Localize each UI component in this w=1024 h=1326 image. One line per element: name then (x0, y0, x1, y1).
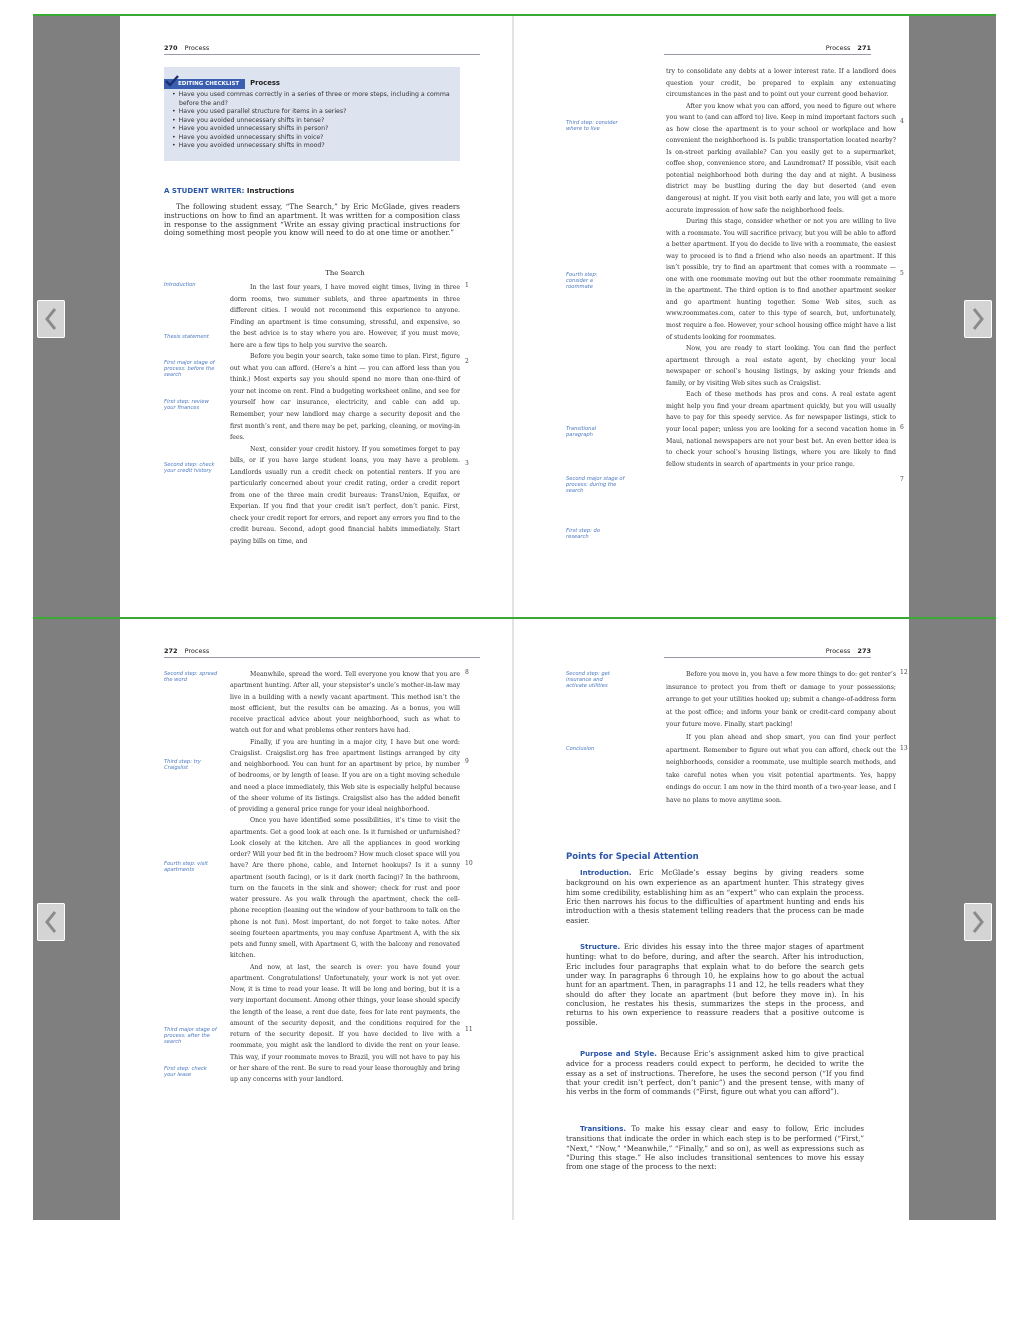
running-head (164, 647, 480, 658)
essay-paragraph: Before you begin your search, take some time to plan. First, figure out what you can afford. (Here’s a hint — you can afford less than you think.) Most experts say you should spend no more than one-third of your net income on rent. Find a budgeting worksheet online, and see for yourself how car insurance, electricity, and cable can add up. Remember, your new landlord may charge a security deposit and the first month’s rent, and there may be pet, parking, cleaning, or moving-in fees. (230, 353, 460, 442)
page-number: 273 (857, 647, 871, 655)
essay-paragraph: And now, at last, the search is over: you have found your apartment. Congratulations! Unfortunately, your work is not yet over. Now, it is time to read your lease. It will be long and boring, but it is a very important document. Among other things, your lease should specify the length of the lease, a rent due date, fees for late rent payments, the amount of the security deposit, and the conditions required for the return of the security deposit. If you have decided to live with a roommate, you might ask the landlord to divide the rent on your lease. This way, if your roommate moves to Brazil, you will not have to pay his or her share of the rent. Be sure to read your lease thoroughly and bring up any concerns with your landlord. (230, 963, 460, 1083)
margin-note: First step: check your lease (164, 1066, 207, 1079)
running-head (664, 647, 871, 658)
essay-paragraph: Finally, if you are hunting in a major city, I have but one word: Craigslist. Craigslist.org has free apartment listings arranged by city and neighborhood. You can hunt for an apartment by price, by number of bedrooms, or by length of lease. If you are on a tight moving schedule and need a place immediately, this Web site is especially helpful because of the sheer volume of its listings. Craigslist also has the added benefit of providing a general price range for your ideal neighborhood. (230, 738, 460, 813)
margin-note: Third major stage of process: after the search (164, 1027, 217, 1046)
student-writer-label: A STUDENT WRITER: (164, 187, 245, 195)
page-spread-1 (33, 14, 996, 618)
points-paragraph (566, 868, 864, 925)
paragraph-number: 6 (900, 424, 904, 431)
student-writer-heading (164, 187, 294, 195)
points-text: Eric divides his essay into the three major stages of apartment hunting: what to do before, during, and after the search. After his introduction, Eric includes four paragraphs that explain what to do before the search gets under way. In paragraphs 6 through 10, he explains how to go about the actual hunt for an apartment. Then, in paragraphs 11 and 12, he tells readers what they should do after they locate an apartment (but before they move in). In his conclusion, he restates his thesis, summarizes the steps in the process, and returns to his own experience to reassure readers that a positive outcome is possible. (566, 942, 864, 1027)
essay-paragraph: Once you have identified some possibilities, it’s time to visit the apartments. Get a good look at each one. Is it furnished or unfurnished? Look closely at the kitchen. Are all the appliances in good working order? Will your bed fit in the bedroom? How much closet space will you have? Are there phone, cable, and Internet hookups? Is it a sunny apartment (south facing), or is it dark (north facing)? In the bathroom, turn on the faucets in the sink and shower; check for rust and poor water pressure. As you walk through the apartment, check the cell-phone reception (leaning out the window of your bathroom to talk on the phone is not fun). Most important, do not forget to take notes. After seeing fourteen apartments, you may confuse Apartment A, with the six pets and funny smell, with Apartment G, with the balcony and renovated kitchen. (230, 817, 460, 960)
checklist-item: • Have you avoided unnecessary shifts in tense? (172, 117, 460, 126)
essay-body (666, 66, 896, 470)
paragraph-number: 1 (465, 282, 469, 289)
margin-note: Fourth step: consider a roommate (566, 272, 598, 291)
paragraph-number: 9 (465, 758, 469, 765)
chevron-right-icon (971, 910, 985, 934)
page-270 (120, 16, 512, 618)
paragraph-number: 5 (900, 270, 904, 277)
essay-paragraph: Before you move in, you have a few more things to do: get renter’s insurance to protect you from theft or damage to your possessions; arrange to get your utilities hooked up; submit a change-of-address form at the post office; and inform your bank or credit-card company about your future move. Finally, start packing! (666, 671, 897, 729)
running-head-title: Process (825, 647, 851, 655)
essay-body (230, 282, 460, 548)
previous-page-button[interactable] (37, 300, 65, 338)
paragraph-number: 10 (465, 860, 473, 867)
checklist-items (172, 91, 460, 151)
margin-note: First step: do research (566, 528, 601, 541)
checklist-item: • Have you used parallel structure for items in a series? (172, 108, 460, 117)
checklist-tab-label: EDITING CHECKLIST (178, 81, 240, 87)
essay-body (666, 669, 896, 808)
paragraph-number: 7 (900, 476, 904, 483)
paragraph-number: 13 (900, 745, 908, 752)
points-lead: Introduction. (580, 869, 632, 877)
essay-body (230, 669, 460, 1085)
essay-paragraph: During this stage, consider whether or not you are willing to live with a roommate. You will sacrifice privacy, but you will be able to afford a better apartment. If you do decide to live with a roommate, the easiest way to proceed is to find a friend who also needs an apartment. If this isn’t possible, try to find an apartment that comes with a roommate — one with one roommate moving out but the other roommate remaining in the apartment. The third option is to find another apartment seeker and go apartment hunting together. Some Web sites, such as www.roommates.com, cater to this type of search, but, unfortunately, most require a fee. However, your school housing office might have a list of students looking for roommates. (666, 218, 896, 341)
next-page-button[interactable] (964, 300, 992, 338)
page-number: 270 (164, 44, 178, 52)
points-lead: Structure. (580, 943, 621, 951)
page-number: 271 (857, 44, 871, 52)
next-page-button[interactable] (964, 903, 992, 941)
margin-note: Conclusion (566, 746, 595, 752)
running-head-title: Process (825, 44, 851, 52)
checklist-item: • Have you avoided unnecessary shifts in voice? (172, 134, 460, 143)
page-272 (120, 619, 512, 1220)
essay-paragraph: Each of these methods has pros and cons. A real estate agent might help you find your dream apartment quickly, but you will usually have to pay for this speedy service. As for newspaper listings, stick to your local paper; unless you are looking for a second vacation home in Maui, national newspapers are not your best bet. An even better idea is to check your school’s housing listings, where you are likely to find fellow students in search of apartments in your price range. (666, 391, 896, 468)
running-head (164, 44, 480, 55)
previous-page-button[interactable] (37, 903, 65, 941)
essay-paragraph: Now, you are ready to start looking. You can find the perfect apartment through a real estate agent, by checking your local newspaper or school’s housing listings, by asking your friends and family, or by visiting Web sites such as Craigslist. (666, 345, 896, 387)
margin-note: Fourth step: visit apartments (164, 861, 208, 874)
essay-paragraph: Next, consider your credit history. If you sometimes forget to pay bills, or if you have large student loans, you may have a problem. Landlords usually run a credit check on potential renters. If you are particularly concerned about your credit rating, order a credit report from one of the three main credit bureaus: TransUnion, Equifax, or Experian. If you find that your credit isn’t perfect, don’t panic. First, check your credit report for errors, and report any errors you find to the credit bureau. Second, adopt good financial habits immediately. Start paying bills on time, and (230, 445, 460, 546)
margin-note: Second major stage of process: during the search (566, 476, 625, 495)
paragraph-number: 3 (465, 460, 469, 467)
paragraph-number: 2 (465, 358, 469, 365)
checklist-item: • Have you avoided unnecessary shifts in person? (172, 125, 460, 134)
margin-note: Second step: spread the word (164, 671, 218, 684)
checkmark-icon (165, 75, 179, 87)
checklist-tab (164, 79, 245, 89)
points-paragraph (566, 942, 864, 1027)
margin-note: First step: review your finances (164, 399, 209, 412)
essay-paragraph-continued: try to consolidate any debts at a lower interest rate. If a landlord does question your credit, be prepared to explain any extenuating circumstances in the past and to point out your current good behavior. (666, 68, 896, 99)
chevron-left-icon (44, 307, 58, 331)
points-text: To make his essay clear and easy to follow, Eric includes transitions that indicate the order in which each step is to be performed (“First,” “Next,” “Now,” “Meanwhile,” “Finally,” and so on), as well as expressions such as “During this stage.” He also includes transitional sentences to move his essay from one stage of the process to the next: (566, 1124, 864, 1172)
intro-paragraph: The following student essay, “The Search,” by Eric McGlade, gives readers instructions on how to find an apartment. It was written for a composition class in response to the assignment “Write an essay giving practical instructions for doing something most people you know will need to do at one time or another.” (164, 202, 460, 238)
page-spread-2 (33, 617, 996, 1220)
checklist-item: • Have you avoided unnecessary shifts in mood? (172, 142, 460, 151)
margin-note: Third step: try Craigslist (164, 759, 201, 772)
paragraph-number: 12 (900, 669, 908, 676)
margin-note: Third step: consider where to live (566, 120, 618, 133)
essay-paragraph: If you plan ahead and shop smart, you can find your perfect apartment. Remember to figure out what you can afford, check out the neighborhoods, consider a roommate, use multiple search methods, and take careful notes when you visit potential apartments. Yes, happy endings do occur. I am now in the third month of a two-year lease, and I have no plans to move anytime soon. (666, 733, 896, 804)
points-text: Because Eric’s assignment asked him to give practical advice for a process readers could expect to perform, he decided to write the essay as a set of instructions. Therefore, he uses the second person (“If you find that your credit isn’t perfect, don’t panic”) and the present tense, with many of his verbs in the form of commands (“First, figure out what you can afford”). (566, 1049, 864, 1097)
editing-checklist (164, 67, 460, 161)
page-271 (514, 16, 909, 618)
chevron-left-icon (44, 910, 58, 934)
paragraph-number: 4 (900, 118, 904, 125)
page-number: 272 (164, 647, 178, 655)
margin-note: Introduction (164, 282, 196, 288)
margin-note: Transitional paragraph (566, 426, 597, 439)
points-lead: Purpose and Style. (580, 1050, 657, 1058)
checklist-item: • Have you used commas correctly in a series of three or more steps, including a comma before the and? (172, 91, 460, 108)
points-text: Eric McGlade’s essay begins by giving readers some background on his own experience as an apartment hunter. This strategy gives him some credibility, establishing him as an “expert” who can explain the process. Eric then narrows his focus to the difficulties of apartment hunting and ends his introduction with a thesis statement telling readers that the process can be made easier. (566, 868, 864, 925)
paragraph-number: 11 (465, 1026, 473, 1033)
chevron-right-icon (971, 307, 985, 331)
paragraph-number: 8 (465, 669, 469, 676)
running-head-title: Process (184, 647, 210, 655)
points-heading: Points for Special Attention (566, 852, 699, 862)
margin-note: Thesis statement (164, 334, 209, 340)
page-273 (514, 619, 909, 1220)
points-paragraph (566, 1049, 864, 1097)
points-lead: Transitions. (580, 1125, 627, 1133)
essay-paragraph: In the last four years, I have moved eight times, living in three dorm rooms, two summer sublets, and three apartments in three different cities. I would not recommend this experience to anyone. Finding an apartment is time consuming, stressful, and expensive, so the best advice is to stay where you are. However, if you must move, here are a few tips to help you survive the search. (230, 284, 460, 349)
margin-note: Second step: check your credit history (164, 462, 215, 475)
running-head (664, 44, 871, 55)
running-head-title: Process (184, 44, 210, 52)
essay-paragraph: After you know what you can afford, you need to figure out where you want to (and can afford to) live. Keep in mind important factors such as how close the apartment is to your school or workplace and how convenient the neighborhood is. Is public transportation located nearby? Is on-street parking available? Can you easily get to a supermarket, coffee shop, convenience store, and Laundromat? If possible, visit each potential neighborhood both during the day and at night. A business district may be bustling during the day but deserted (and even dangerous) at night. If you visit both early and late, you will get a more accurate impression of how safe the neighborhood feels. (666, 102, 896, 214)
points-paragraph (566, 1124, 864, 1172)
essay-title: The Search (325, 269, 365, 277)
student-writer-sub: Instructions (246, 187, 295, 195)
margin-note: Second step: get insurance and activate utilities (566, 671, 610, 690)
margin-note: First major stage of process: before the search (164, 360, 215, 379)
essay-paragraph: Meanwhile, spread the word. Tell everyone you know that you are apartment hunting. After all, your stepsister’s uncle’s mother-in-law may live in a building with a newly vacant apartment. This method isn’t the most efficient, but the results can be amazing. As a bonus, you will receive practical advice about your neighborhood, such as what to watch out for and what problems other renters have had. (230, 671, 460, 735)
checklist-title: Process (250, 79, 280, 87)
